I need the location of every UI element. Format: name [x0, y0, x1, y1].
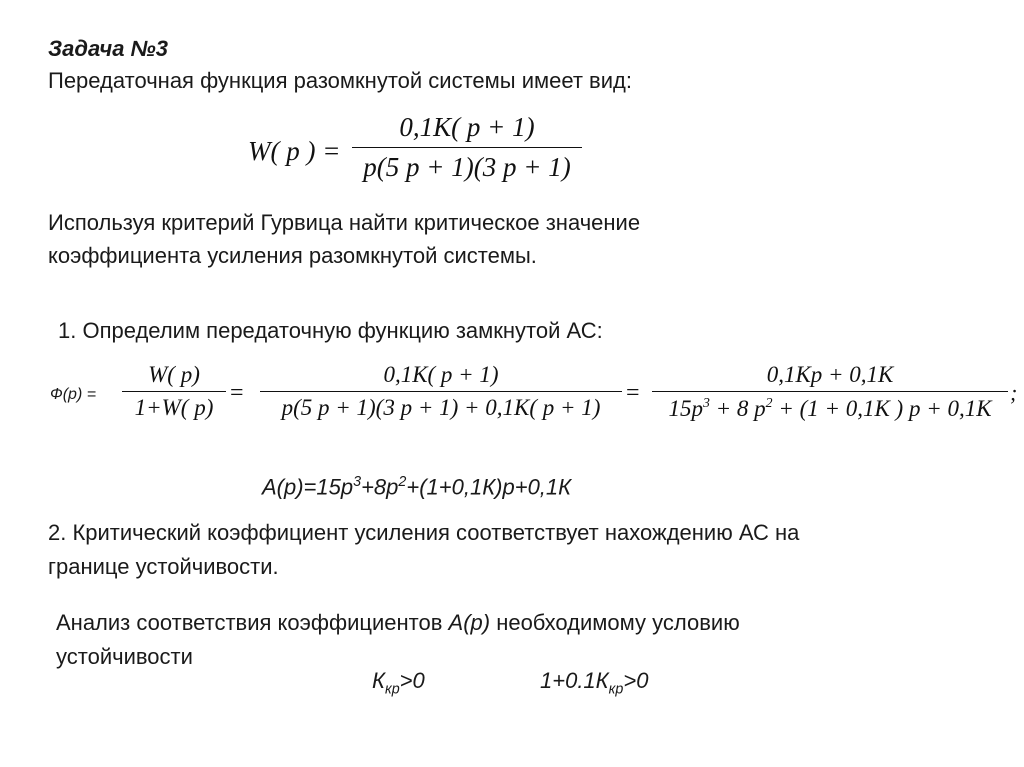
condition-1 — [372, 668, 425, 697]
step-2-line-2: границе устойчивости. — [48, 554, 279, 579]
phi-lhs: Ф(р) = — [50, 386, 97, 403]
analysis-post: необходимому условию — [490, 610, 740, 635]
cond2-rest: >0 — [623, 668, 649, 693]
phi-f3-den-c: + (1 + 0,1К ) p + 0,1К — [772, 396, 992, 421]
a-poly-c: +(1+0,1К)p+0,1К — [406, 474, 572, 500]
a-poly-a: A(p)=15p — [262, 474, 354, 500]
analysis-pre: Анализ соответствия коэффициентов — [56, 610, 449, 635]
step-2-line-1: 2. Критический коэффициент усиления соответствует нахождению АС на — [48, 520, 800, 545]
phi-f2-bar — [260, 391, 622, 392]
condition-2 — [540, 668, 648, 697]
phi-equals-1: = — [230, 380, 244, 406]
phi-f2-denominator: p(5 p + 1)(3 p + 1) + 0,1К( p + 1) — [281, 395, 601, 420]
phi-f3-den-b: + 8 p — [709, 396, 766, 421]
phi-f3-den-a: 15p — [668, 396, 703, 421]
a-polynomial — [262, 474, 571, 500]
a-poly-b: +8p — [361, 474, 399, 500]
phi-f3-bar — [652, 391, 1008, 392]
phi-f1-numerator: W( p) — [148, 362, 200, 387]
phi-f1-denominator: 1+W( p) — [134, 395, 214, 420]
phi-f3-den-exp1: 3 — [702, 395, 710, 410]
phi-f3-denominator — [652, 395, 1008, 422]
phi-formula — [48, 358, 1024, 438]
w-fraction-bar — [352, 147, 582, 148]
a-poly-exp2: 2 — [398, 474, 407, 490]
w-lhs: W( p ) = — [248, 136, 341, 166]
phi-f3-den-exp2: 2 — [765, 395, 773, 410]
cond2-sub: кр — [608, 681, 624, 698]
question-line-2: коэффициента усиления разомкнутой системы. — [48, 243, 537, 268]
cond1-base: К — [372, 668, 385, 693]
phi-fraction-2 — [260, 362, 622, 421]
cond2-pre: 1+0.1К — [540, 668, 609, 693]
question-line-1: Используя критерий Гурвица найти критическое значение — [48, 210, 641, 235]
analysis-line-1 — [56, 608, 740, 638]
intro-text: Передаточная функция разомкнутой системы имеет вид: — [48, 68, 632, 93]
task-title: Задача №3 — [48, 36, 168, 61]
cond1-rest: >0 — [399, 668, 425, 693]
phi-equals-2: = — [626, 380, 640, 406]
step-1-text: 1. Определим передаточную функцию замкнутой АС: — [58, 318, 603, 343]
phi-f3-numerator: 0,1Кp + 0,1К — [766, 362, 894, 387]
phi-f1-bar — [122, 391, 226, 392]
phi-f2-numerator: 0,1К( p + 1) — [383, 362, 499, 387]
w-numerator: 0,1К( p + 1) — [399, 112, 535, 142]
a-poly-exp1: 3 — [353, 474, 362, 490]
phi-fraction-1 — [122, 362, 226, 421]
phi-tail: ; — [1010, 380, 1018, 405]
w-fraction — [352, 112, 582, 183]
analysis-term: A(p) — [448, 610, 491, 635]
w-formula — [248, 112, 588, 192]
phi-fraction-3 — [652, 362, 1008, 422]
w-denominator: p(5 p + 1)(3 p + 1) — [363, 152, 571, 182]
cond1-sub: кр — [384, 681, 400, 698]
analysis-line-2: устойчивости — [56, 644, 193, 669]
